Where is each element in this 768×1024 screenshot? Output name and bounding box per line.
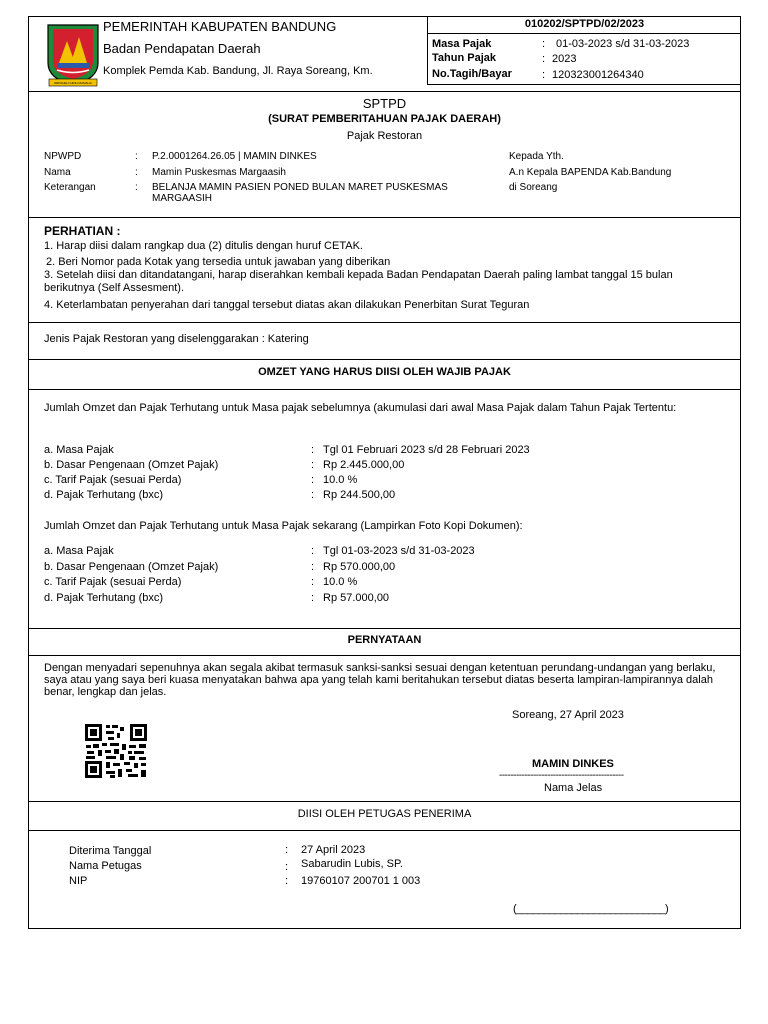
jenis-pajak: Jenis Pajak Restoran yang diselenggarakan : Katering (44, 333, 309, 345)
perhatian-item: 2. Beri Nomor pada Kotak yang tersedia untuk jawaban yang diberikan (46, 256, 391, 268)
regency-logo (45, 23, 101, 89)
tahun-pajak-value: 2023 (552, 53, 577, 65)
omzet-prev-value: Rp 244.500,00 (323, 489, 396, 501)
masa-pajak-label: Masa Pajak (432, 38, 492, 50)
no-tagih-label: No.Tagih/Bayar (432, 68, 512, 80)
pernyataan-section-title: PERNYATAAN (347, 634, 422, 646)
colon: : (311, 576, 315, 588)
omzet-curr-intro: Jumlah Omzet dan Pajak Terhutang untuk Masa Pajak sekarang (Lampirkan Foto Kopi Dokumen): (44, 520, 523, 532)
pernyataan-text: Dengan menyadari sepenuhnya akan segala akibat termasuk sanksi-sanksi sesuai dengan ketentuan perundang-undangan yang berlaku, saya atau yang saya beri kuasa menyatakan bahwa apa yang telah kami beritahukan tersebut diatas beserta lampiran-lampirannya dalah benar, lengkap dan jelas. (44, 662, 716, 698)
form-subtitle: (SURAT PEMBERITAHUAN PAJAK DAERAH) (268, 113, 501, 125)
colon: : (135, 151, 138, 162)
colon: : (542, 69, 546, 81)
diterima-value: 27 April 2023 (301, 844, 366, 856)
masa-pajak-value: 01-03-2023 s/d 31-03-2023 (556, 38, 690, 50)
gov-name: PEMERINTAH KABUPATEN BANDUNG (103, 19, 337, 34)
omzet-prev-intro: Jumlah Omzet dan Pajak Terhutang untuk Masa pajak sebelumnya (akumulasi dari awal Masa Pajak dalam Tahun Pajak Tertentu: (44, 402, 677, 414)
perhatian-item: 3. Setelah diisi dan ditandatangani, harap diserahkan kembali kepada Badan Pendapatan Daerah paling lambat tanggal 15 bulan berikutnya (Self Assesment). (44, 269, 673, 294)
agency-name: Badan Pendapatan Daerah (103, 41, 261, 56)
agency-address: Komplek Pemda Kab. Bandung, Jl. Raya Soreang, Km. (103, 65, 373, 77)
no-tagih-value: 120323001264340 (552, 69, 644, 81)
omzet-curr-value: Rp 57.000,00 (323, 592, 390, 604)
colon: : (311, 444, 315, 456)
recipient-line-2: A.n Kepala BAPENDA Kab.Bandung (509, 167, 672, 178)
colon: : (311, 459, 315, 471)
signature-line: -------------------------------------------- (499, 770, 624, 781)
colon: : (311, 545, 315, 557)
keterangan-value: BELANJA MAMIN PASIEN PONED BULAN MARET PUSKESMAS MARGAASIH (152, 182, 448, 204)
colon: : (311, 489, 315, 501)
omzet-curr-label: d. Pajak Terhutang (bxc) (44, 592, 164, 604)
recipient-line-1: Kepada Yth. (509, 151, 564, 162)
colon: : (542, 38, 546, 50)
colon: : (542, 53, 546, 65)
omzet-curr-value: Tgl 01-03-2023 s/d 31-03-2023 (323, 545, 475, 557)
colon: : (135, 182, 138, 193)
diterima-label: Diterima Tanggal (69, 845, 152, 857)
colon: : (311, 474, 315, 486)
colon: : (285, 861, 289, 873)
perhatian-item: 4. Keterlambatan penyerahan dari tanggal tersebut diatas akan dilakukan Penerbitan Surat Teguran (44, 299, 530, 311)
tahun-pajak-label: Tahun Pajak (432, 52, 496, 64)
keterangan-label: Keterangan (44, 182, 96, 193)
omzet-curr-label: a. Masa Pajak (44, 545, 114, 557)
omzet-prev-label: a. Masa Pajak (44, 444, 114, 456)
petugas-section-title: DIISI OLEH PETUGAS PENERIMA (297, 808, 472, 820)
npwpd-label: NPWPD (44, 151, 82, 162)
omzet-section-title: OMZET YANG HARUS DIISI OLEH WAJIB PAJAK (258, 366, 511, 378)
doc-number: 010202/SPTPD/02/2023 (524, 18, 645, 30)
nama-petugas-label: Nama Petugas (69, 860, 142, 872)
nama-label: Nama (44, 167, 71, 178)
npwpd-value: P.2.0001264.26.05 | MAMIN DINKES (152, 151, 317, 162)
qr-code (84, 723, 148, 779)
sptpd-form (28, 16, 741, 929)
colon: : (311, 561, 315, 573)
omzet-curr-value: 10.0 % (323, 576, 358, 588)
colon: : (285, 844, 289, 856)
omzet-curr-value: Rp 570.000,00 (323, 561, 396, 573)
perhatian-item: 1. Harap diisi dalam rangkap dua (2) ditulis dengan huruf CETAK. (44, 240, 363, 252)
omzet-curr-label: c. Tarif Pajak (sesuai Perda) (44, 576, 182, 588)
petugas-signature-line: (___________________________) (513, 903, 669, 915)
recipient-line-3: di Soreang (509, 182, 558, 193)
omzet-curr-label: b. Dasar Pengenaan (Omzet Pajak) (44, 561, 219, 573)
omzet-prev-value: Tgl 01 Februari 2023 s/d 28 Februari 2023 (323, 444, 530, 456)
nama-jelas-label: Nama Jelas (544, 782, 603, 794)
signer-name: MAMIN DINKES (532, 758, 614, 770)
colon: : (135, 167, 138, 178)
logo-ribbon-text: REPAHEH GIRIH MAMAHA (54, 81, 92, 85)
perhatian-title: PERHATIAN : (44, 224, 121, 238)
colon: : (285, 875, 289, 887)
colon: : (311, 592, 315, 604)
omzet-prev-label: c. Tarif Pajak (sesuai Perda) (44, 474, 182, 486)
nip-label: NIP (69, 875, 88, 887)
nama-petugas-value: Sabarudin Lubis, SP. (301, 858, 403, 870)
omzet-prev-value: 10.0 % (323, 474, 358, 486)
omzet-prev-label: b. Dasar Pengenaan (Omzet Pajak) (44, 459, 219, 471)
place-date: Soreang, 27 April 2023 (512, 709, 624, 721)
form-title: SPTPD (362, 96, 407, 111)
omzet-prev-value: Rp 2.445.000,00 (323, 459, 405, 471)
header-info-box (427, 16, 741, 85)
nip-value: 19760107 200701 1 003 (301, 875, 421, 887)
omzet-prev-label: d. Pajak Terhutang (bxc) (44, 489, 164, 501)
tax-type: Pajak Restoran (346, 130, 423, 142)
nama-value: Mamin Puskesmas Margaasih (152, 167, 286, 178)
